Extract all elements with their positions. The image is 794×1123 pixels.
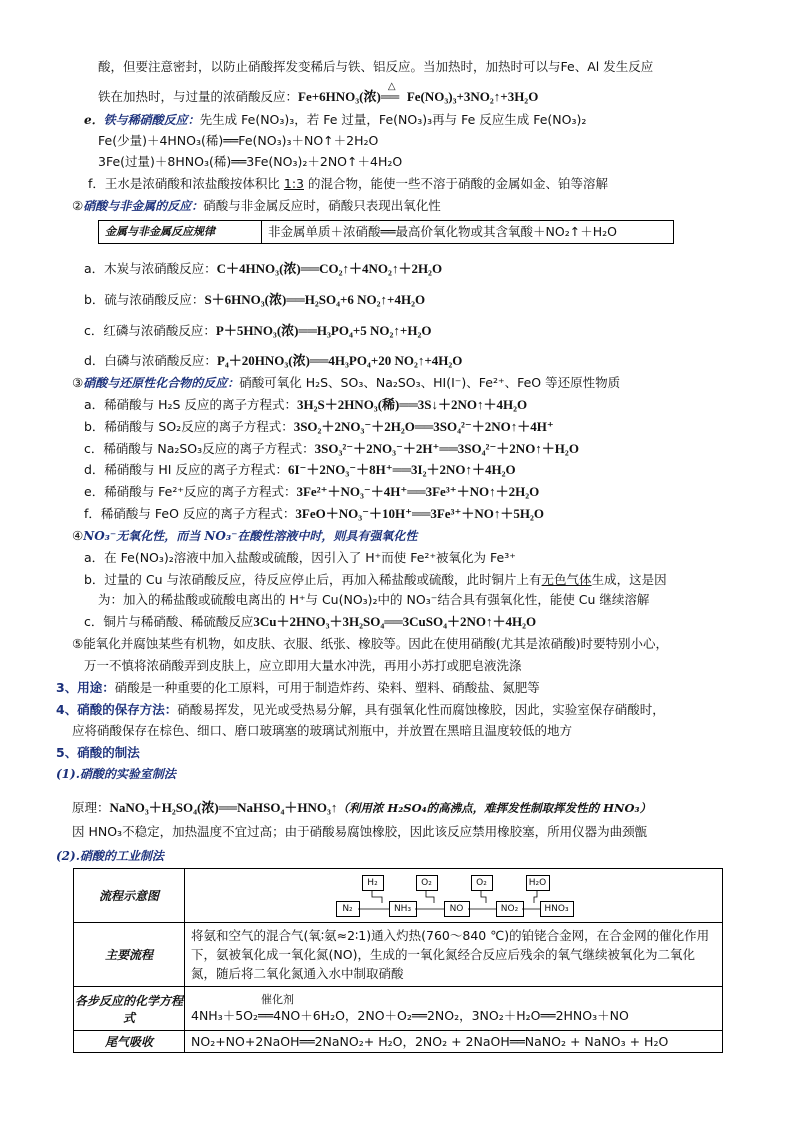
text-line: 4、硝酸的保存方法：硝酸易挥发，见光或受热易分解，具有强氧化性而腐蚀橡胶，因此，实验室保存硝酸时， bbox=[56, 702, 665, 717]
text-line: f．王水是浓硝酸和浓盐酸按体积比 1:3 的混合物，能使一些不溶于硝酸的金属如金、铂等溶解 bbox=[88, 176, 608, 191]
equation: Fe(NO₃)₃+3NO₂↑+3H₂O bbox=[406, 89, 539, 104]
equation-line: Fe(少量)＋4HNO₃(稀)══Fe(NO₃)₃＋NO↑＋2H₂O bbox=[98, 133, 379, 148]
text-line: 为：加入的稀盐酸或硫酸电离出的 H⁺与 Cu(NO₃)₂中的 NO₃⁻结合具有强氧化性，能使 Cu 继续溶解 bbox=[98, 592, 650, 607]
text-line: 因 HNO₃不稳定，加热温度不宜过高；由于硝酸易腐蚀橡胶，因此该反应禁用橡胶塞，所用仪器为曲颈甑 bbox=[72, 824, 648, 839]
rule-value: 非金属单质＋浓硝酸══最高价氧化物或其含氧酸＋NO₂↑＋H₂O bbox=[268, 224, 617, 239]
subheading: 铁与稀硝酸反应： bbox=[103, 113, 200, 127]
text-line: c．稀硝酸与 Na₂SO₃反应的离子方程式：3SO₃²⁻＋2NO₃⁻＋2H⁺══3SO₄²⁻＋2NO↑＋H₂O bbox=[84, 441, 579, 456]
flow-input: H₂ bbox=[362, 875, 384, 891]
text-line: c．红磷与浓硝酸反应：P＋5HNO₃(浓)══H₃PO₄+5 NO₂↑+H₂O bbox=[84, 323, 432, 338]
text-line: d．稀硝酸与 HI 反应的离子方程式：6I⁻＋2NO₃⁻＋8H⁺══3I₂＋2NO↑＋4H₂O bbox=[84, 462, 516, 477]
text-line: 酸，但要注意密封，以防止硝酸挥发变稀后与铁、铝反应。当加热时，加热时可以与Fe、Al 发生反应 bbox=[98, 59, 654, 74]
text: 铁在加热时，与过量的浓硝酸反应： bbox=[98, 89, 299, 104]
flow-diagram-cell bbox=[185, 869, 723, 923]
subheading: NO₃⁻无氧化性，而当 NO₃⁻在酸性溶液中时，则具有强氧化性 bbox=[83, 529, 418, 543]
text-line bbox=[98, 81, 539, 107]
text-line: b．稀硝酸与 SO₂反应的离子方程式：3SO₂＋2NO₃⁻＋2H₂O══3SO₄²⁻＋2NO↑＋4H⁺ bbox=[84, 419, 554, 434]
flow-input: H₂O bbox=[526, 875, 550, 891]
note: （利用浓 H₂SO₄的高沸点，难挥发性制取挥发性的 HNO₃） bbox=[337, 801, 652, 815]
table-key: 主要流程 bbox=[74, 923, 185, 987]
text-line: f．稀硝酸与 FeO 反应的离子方程式：3FeO＋NO₃⁻＋10H⁺══3Fe³⁺＋NO↑＋5H₂O bbox=[84, 506, 544, 521]
subsection-heading: (1).硝酸的实验室制法 bbox=[56, 767, 176, 781]
flow-input: O₂ bbox=[471, 875, 493, 891]
equation-line: 3Fe(过量)＋8HNO₃(稀)══3Fe(NO₃)₂＋2NO↑＋4H₂O bbox=[98, 154, 403, 169]
flow-arrows bbox=[334, 873, 574, 919]
equation: NaNO₃＋H₂SO₄(浓)══NaHSO₄＋HNO₃↑ bbox=[109, 800, 338, 815]
section-heading: 3、用途： bbox=[56, 680, 115, 695]
subsection-heading: (2).硝酸的工业制法 bbox=[56, 849, 164, 863]
text-line: b．过量的 Cu 与浓硝酸反应，待反应停止后，再加入稀盐酸或硫酸，此时铜片上有无色气体生成，这是因 bbox=[84, 572, 667, 587]
industrial-table bbox=[73, 868, 723, 1053]
text-line: c．铜片与稀硝酸、稀硫酸反应3Cu＋2HNO₃＋3H₂SO₄══3CuSO₄＋2NO↑＋4H₂O bbox=[84, 614, 537, 629]
catalyst-label: 催化剂 bbox=[261, 992, 294, 1006]
section-heading: 5、硝酸的制法 bbox=[56, 745, 140, 760]
equations: 4NH₃＋5O₂══4NO＋6H₂O，2NO＋O₂══2NO₂，3NO₂＋H₂O══2HNO₃＋NO bbox=[191, 1007, 629, 1023]
text-line: a．木炭与浓硝酸反应：C＋4HNO₃(浓)══CO₂↑＋4NO₂↑＋2H₂O bbox=[84, 261, 443, 276]
flow-node: NO bbox=[444, 901, 470, 917]
text-line: d．白磷与浓硝酸反应：P₄＋20HNO₃(浓)══4H₃PO₄+20 NO₂↑+4H₂O bbox=[84, 353, 463, 368]
subheading: 硝酸与还原性化合物的反应： bbox=[83, 376, 240, 390]
text-line: b．硫与浓硝酸反应：S＋6HNO₃(浓)══H₂SO₄+6 NO₂↑+4H₂O bbox=[84, 292, 426, 307]
text-line: ③硝酸与还原性化合物的反应：硝酸可氧化 H₂S、SO₃、Na₂SO₃、HI(I⁻)、Fe²⁺、FeO 等还原性物质 bbox=[72, 375, 621, 390]
text-line: a．在 Fe(NO₃)₂溶液中加入盐酸或硫酸，因引入了 H⁺而使 Fe²⁺被氧化为 Fe³⁺ bbox=[84, 550, 516, 565]
flow-node: HNO₃ bbox=[540, 901, 574, 917]
text-line: a．稀硝酸与 H₂S 反应的离子方程式：3H₂S＋2HNO₃(稀)══3S↓＋2NO↑＋4H₂O bbox=[84, 397, 528, 412]
text-line: e．铁与稀硝酸反应：先生成 Fe(NO₃)₃，若 Fe 过量，Fe(NO₃)₃再与 Fe 反应生成 Fe(NO₃)₂ bbox=[84, 112, 587, 127]
text-line: ⑤能氧化并腐蚀某些有机物，如皮肤、衣服、纸张、橡胶等。因此在使用硝酸(尤其是浓硝酸)时要特别小心， bbox=[72, 636, 668, 651]
table-key: 流程示意图 bbox=[74, 869, 185, 923]
table-key: 各步反应的化学方程式 bbox=[74, 987, 185, 1031]
text-line: 3、用途：硝酸是一种重要的化工原料，可用于制造炸药、染料、塑料、硝酸盐、氮肥等 bbox=[56, 680, 540, 695]
subheading: 硝酸与非金属的反应： bbox=[83, 199, 204, 213]
text-line: 原理：NaNO₃＋H₂SO₄(浓)══NaHSO₄＋HNO₃↑（利用浓 H₂SO₄的高沸点，难挥发性制取挥发性的 HNO₃） bbox=[72, 800, 652, 815]
equation: Fe+6HNO₃(浓) bbox=[298, 89, 381, 104]
flow-node: NO₂ bbox=[496, 901, 524, 917]
heat-condition: △ ══ bbox=[380, 81, 400, 104]
table-value: 将氨和空气的混合气(氧∶氨≈2∶1)通入灼热(760～840 ℃)的铂铑合金网，在合金网的催化作用下，氨被氧化成一氧化氮(NO)，生成的一氧化氮经合反应后残余的氧气继续被氧化为二氧化氮，随后将二氧化氮通入水中制取硝酸 bbox=[185, 923, 723, 987]
flow-node: N₂ bbox=[336, 901, 360, 917]
flow-diagram bbox=[334, 873, 574, 919]
text-line: 应将硝酸保存在棕色、细口、磨口玻璃塞的玻璃试剂瓶中，并放置在黑暗且温度较低的地方 bbox=[72, 723, 573, 738]
table-key: 尾气吸收 bbox=[74, 1031, 185, 1053]
flow-input: O₂ bbox=[416, 875, 438, 891]
text-line: ④NO₃⁻无氧化性，而当 NO₃⁻在酸性溶液中时，则具有强氧化性 bbox=[72, 528, 418, 543]
table-value: NO₂+NO+2NaOH══2NaNO₂+ H₂O，2NO₂ + 2NaOH══NaNO₂ + NaNO₃ + H₂O bbox=[185, 1031, 723, 1053]
text-line: e．稀硝酸与 Fe²⁺反应的离子方程式：3Fe²⁺＋NO₃⁻＋4H⁺══3Fe³⁺＋NO↑＋2H₂O bbox=[84, 484, 540, 499]
section-heading: 4、硝酸的保存方法： bbox=[56, 702, 178, 717]
text-line: 万一不慎将浓硝酸弄到皮肤上，应立即用大量水冲洗，再用小苏打或肥皂液洗涤 bbox=[84, 658, 522, 673]
text-line: ②硝酸与非金属的反应：硝酸与非金属反应时，硝酸只表现出氧化性 bbox=[72, 198, 441, 213]
table-value bbox=[185, 987, 723, 1031]
flow-node: NH₃ bbox=[389, 901, 417, 917]
rule-label: 金属与非金属反应规律 bbox=[99, 221, 262, 243]
rule-box bbox=[98, 220, 674, 244]
